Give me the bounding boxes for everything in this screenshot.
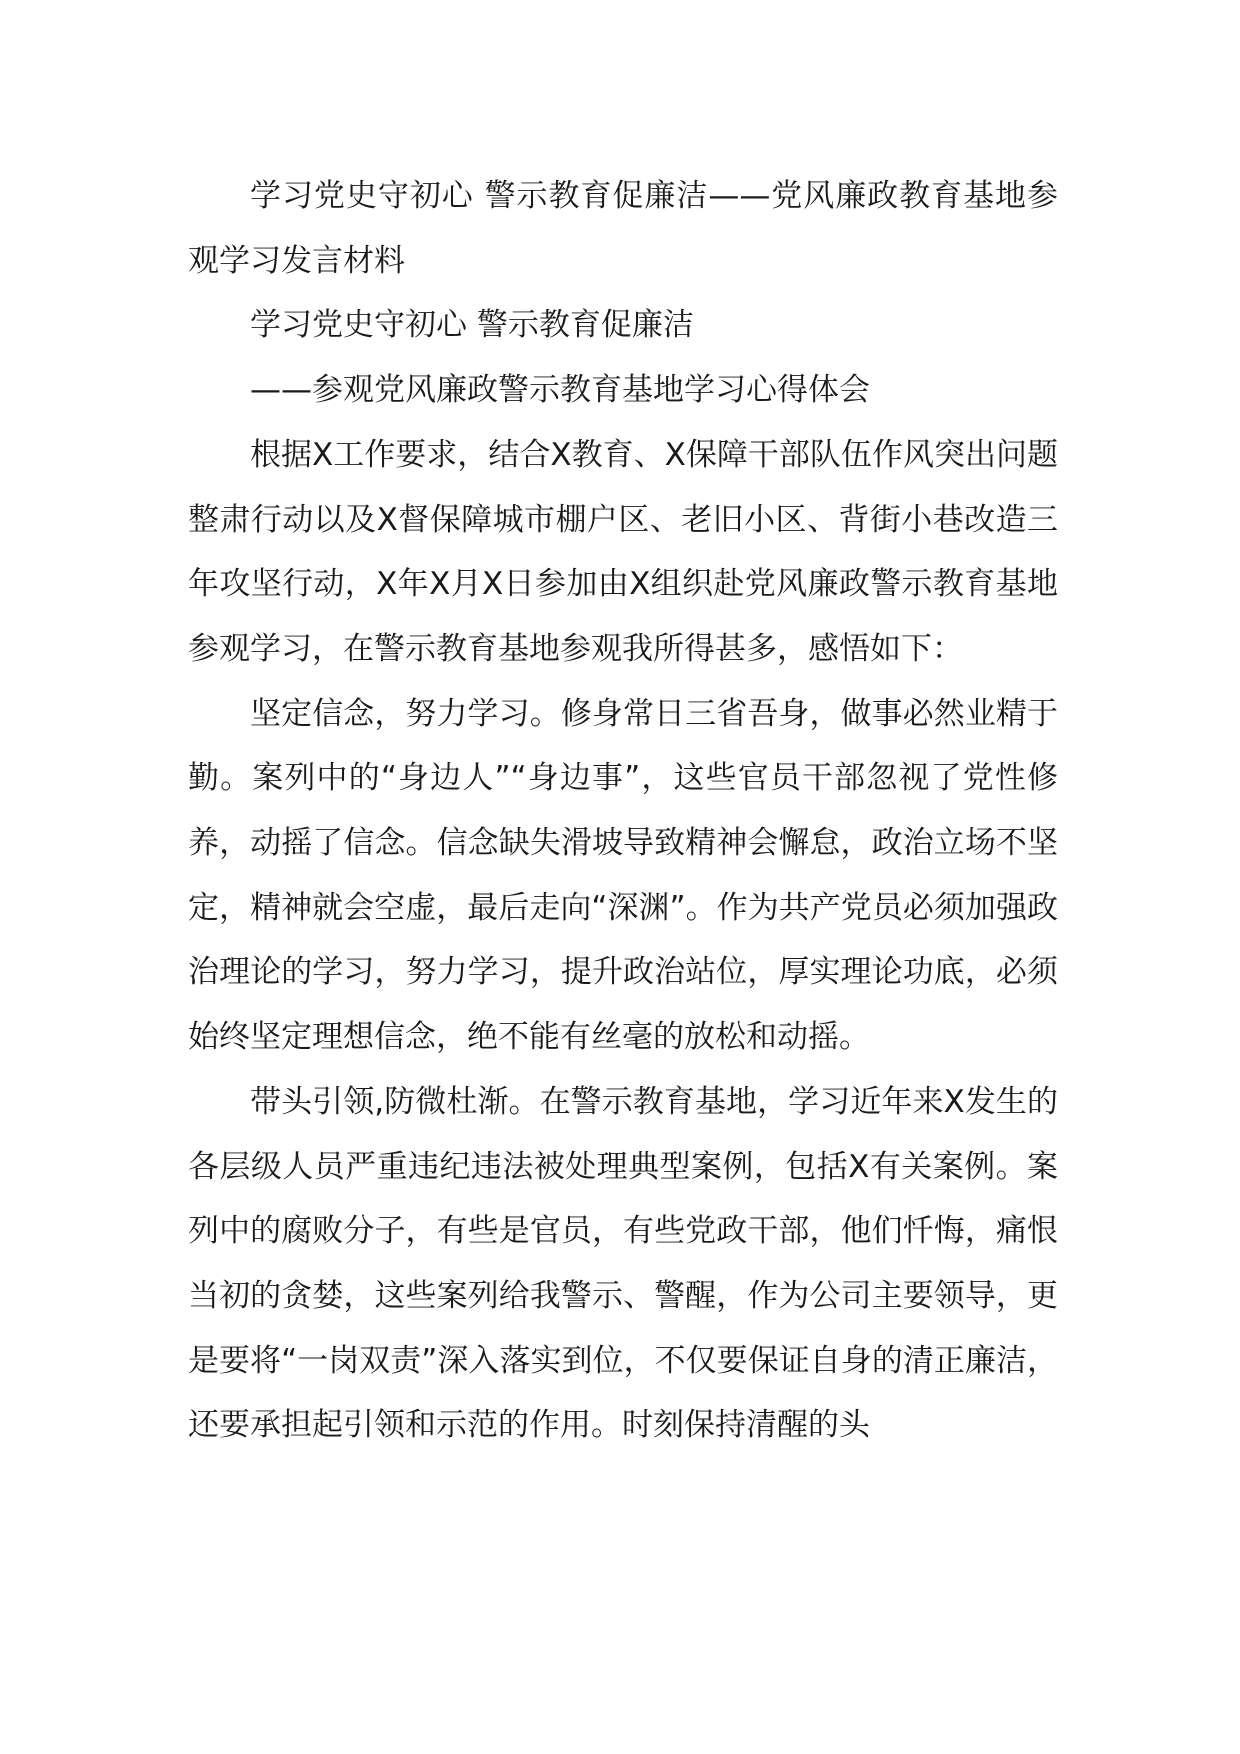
document-body bbox=[188, 164, 1058, 1458]
paragraph: 带头引领,防微杜渐。在警示教育基地，学习近年来X发生的各层级人员严重违纪违法被处理典型案例，包括X有关案例。案列中的腐败分子，有些是官员，有些党政干部，他们忏悔，痛恨当初的贪婪，这些案列给我警示、警醒，作为公司主要领导，更是要将“一岗双责”深入落实到位，不仅要保证自身的清正廉洁，还要承担起引领和示范的作用。时刻保持清醒的头 bbox=[188, 1083, 1058, 1444]
paragraph: 坚定信念，努力学习。修身常日三省吾身，做事必然业精于勤。案列中的“身边人”“身边事”，这些官员干部忽视了党性修养，动摇了信念。信念缺失滑坡导致精神会懈怠，政治立场不坚定，精神就会空虚，最后走向“深渊”。作为共产党员必须加强政治理论的学习，努力学习，提升政治站位，厚实理论功底，必须始终坚定理想信念，绝不能有丝毫的放松和动摇。 bbox=[188, 695, 1058, 1056]
document-title: 学习党史守初心 警示教育促廉洁——党风廉政教育基地参观学习发言材料 bbox=[188, 178, 1058, 279]
document-subheading: ——参观党风廉政警示教育基地学习心得体会 bbox=[250, 372, 870, 409]
document-heading: 学习党史守初心 警示教育促廉洁 bbox=[250, 307, 694, 344]
paragraph: 根据X工作要求，结合X教育、X保障干部队伍作风突出问题整肃行动以及X督保障城市棚户区、老旧小区、背街小巷改造三年攻坚行动，X年X月X日参加由X组织赴党风廉政警示教育基地参观学习，在警示教育基地参观我所得甚多，感悟如下： bbox=[188, 436, 1058, 667]
